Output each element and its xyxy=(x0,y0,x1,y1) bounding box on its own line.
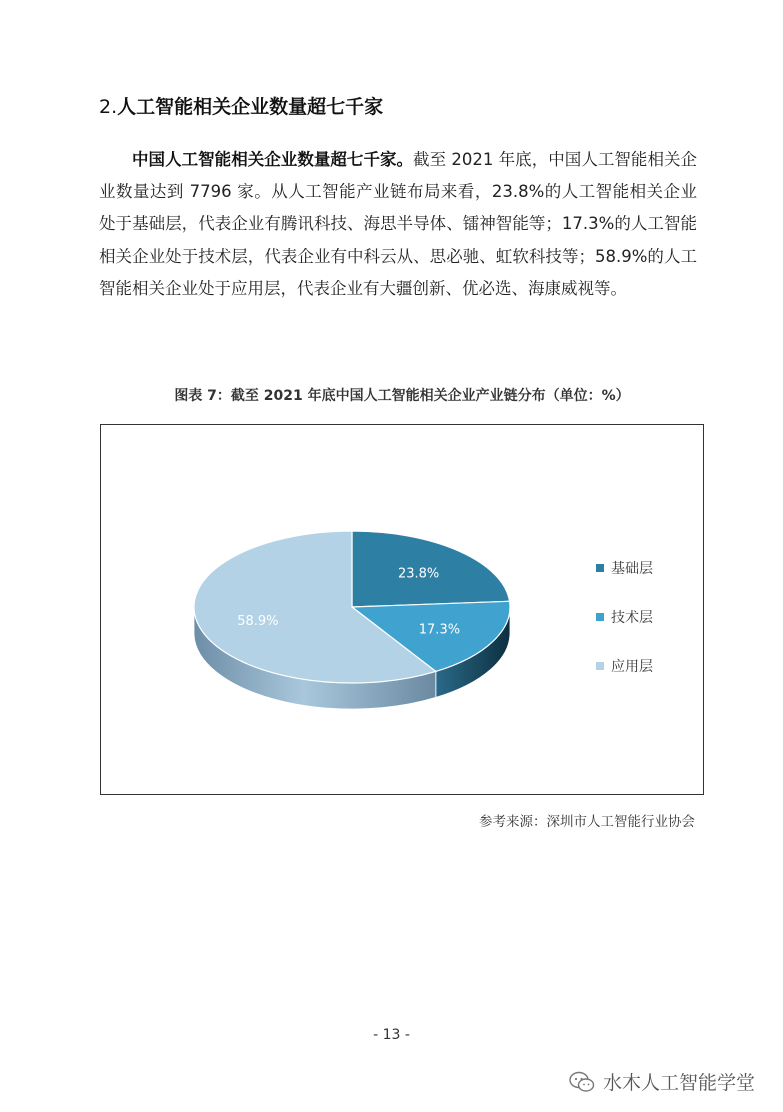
watermark xyxy=(569,1068,755,1095)
legend-label-technology: 技术层 xyxy=(611,610,653,626)
legend-swatch-foundation xyxy=(596,564,604,572)
body-paragraph xyxy=(99,144,697,305)
page-number: - 13 - xyxy=(373,1027,410,1043)
legend-item-application xyxy=(596,656,653,676)
pie-label-application: 58.9% xyxy=(237,614,279,630)
section-number: 2. xyxy=(99,96,118,118)
legend-label-foundation: 基础层 xyxy=(611,561,653,577)
figure-caption: 图表 7：截至 2021 年底中国人工智能相关企业产业链分布（单位：%） xyxy=(174,388,630,404)
chart-frame xyxy=(100,424,704,795)
legend-swatch-technology xyxy=(596,613,604,621)
section-title-text: 人工智能相关企业数量超七千家 xyxy=(117,96,384,118)
paragraph-lead: 中国人工智能相关企业数量超七千家。 xyxy=(132,150,414,169)
wechat-icon xyxy=(569,1071,595,1093)
pie-label-foundation: 23.8% xyxy=(397,566,440,582)
figure-source: 参考来源：深圳市人工智能行业协会 xyxy=(479,814,695,830)
paragraph-body: 截至 2021 年底，中国人工智能相关企业数量达到 7796 家。从人工智能产业链布局来看，23.8%的人工智能相关企业处于基础层，代表企业有腾讯科技、海思半导体、镭神智能等；17.3%的人工智能相关企业处于技术层，代表企业有中科云从、思必驰、虹软科技等；58.9%的人工智能相关企业处于应用层，代表企业有大疆创新、优必选、海康威视等。 xyxy=(99,150,698,298)
pie-label-technology: 17.3% xyxy=(418,622,461,638)
legend-label-application: 应用层 xyxy=(611,659,653,675)
legend-item-foundation xyxy=(596,558,653,578)
legend-item-technology xyxy=(596,607,653,627)
section-title xyxy=(99,92,383,119)
legend-swatch-application xyxy=(596,662,604,670)
watermark-text: 水木人工智能学堂 xyxy=(602,1072,755,1094)
chart-legend xyxy=(596,558,653,705)
